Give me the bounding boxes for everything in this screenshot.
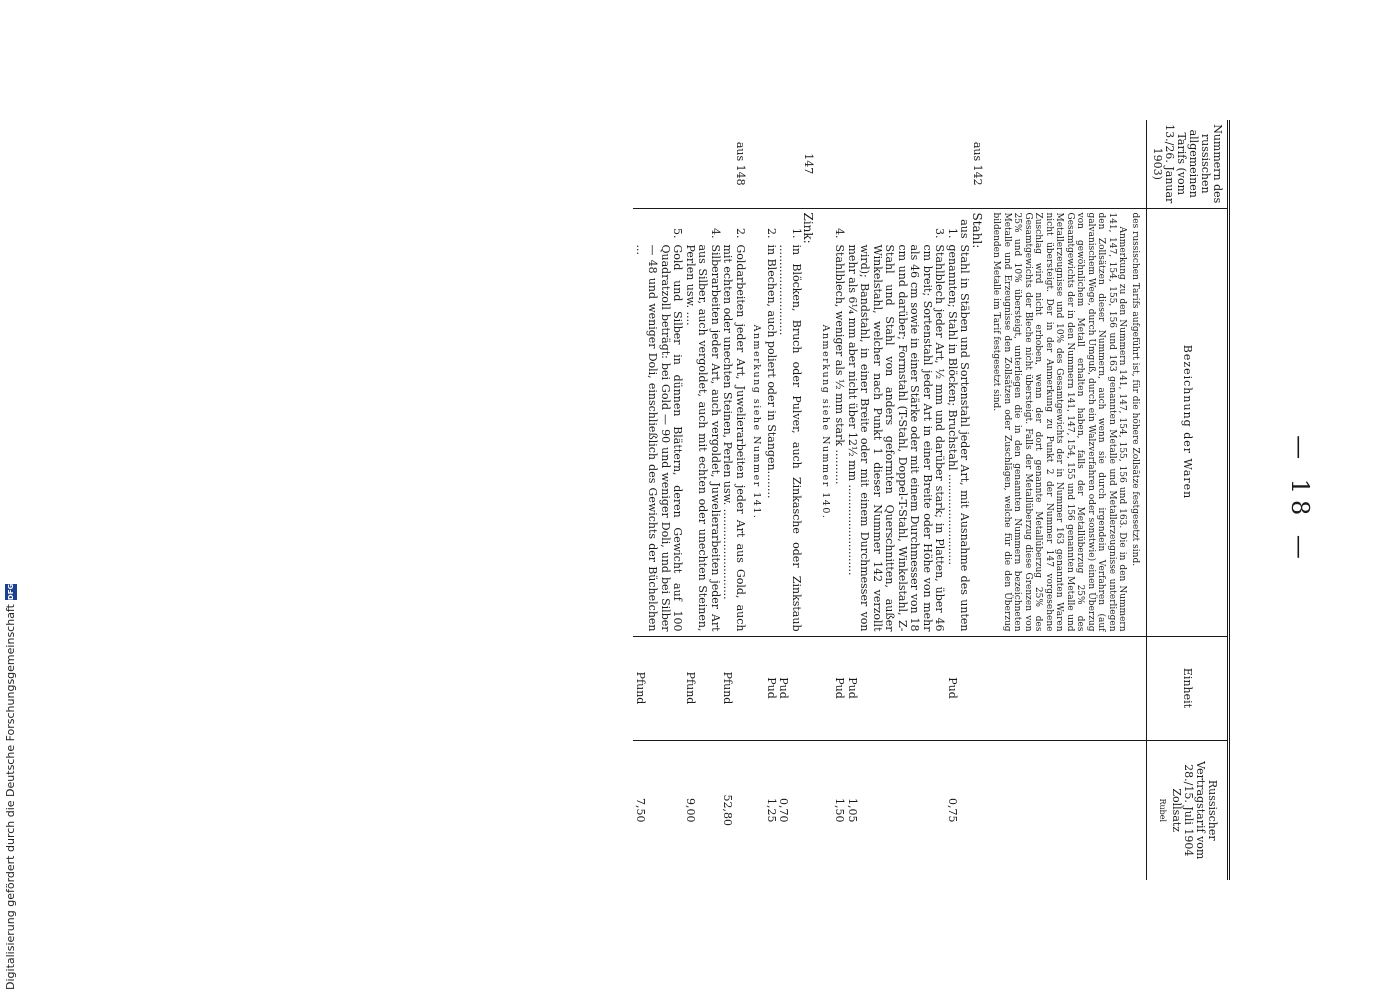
item-label: aus 1. <box>946 219 972 239</box>
item-text: in Blechen, auch poliert oder in Stangen........ <box>765 244 778 499</box>
intro-note-text: Anmerkung zu den Nummern 141, 147, 154, 155, 156 und 163. Die in den Nummern 141, 147, 154, 155, 156 und 163 genannten Metalle und Metallerzeugnisse unterliegen den Zollsätzen dieser Nummern, auch wenn sie durch irgendein Verfahren (auf galvanischem Wege, durch Umguß, durch ein Walzverfahren oder sonstwie) einen Überzug von gewöhnlichem Metall erhalten haben, falls der Metallüberzug 25% des Gesamtgewichts der in den Nummern 141, 147, 154, 155 und 156 genannten Metalle und Metallerzeugnisse und 10% des Gesamtgewichts der in Nummer 163 genannten Waren nicht übersteigt. Der in der Anmerkung zu Punkt 2 der Nummer 147 vorgesehene Zuschlag wird nicht erhoben, wenn der dort genannte Metallüberzug 25% des Gesamtgewichts der Bleche nicht übersteigt. Falls der Metallüberzug diese Grenzen von 25% und 10% übersteigt, unterliegen die in den genannten Nummern bezeichneten Metalle und Erzeugnisse den Zollsätzen oder Zuschlägen, welche für die den Überzug bildenden Metalle im Tarif festgesetzt sind. <box>991 212 1128 632</box>
item-rate: 7,50 <box>634 740 684 880</box>
item-unit: Pud <box>765 636 778 740</box>
item-unit: Pfund <box>634 636 684 740</box>
intro-row <box>983 120 1147 880</box>
item-unit: Pud <box>833 636 846 740</box>
item-text: Gold und Silber in dünnen Blättern, deren Gewicht auf 100 Quadratzoll beträgt: bei Gold — 90 und weniger Doli, und bei Silber — 48 und weniger Doli, einschließlich des Gewichts der Büchelchen ... <box>634 244 685 632</box>
table-row <box>634 120 684 880</box>
item-text: Stahlblech jeder Art, ½ mm und darüber stark; in Platten, über 46 cm breit; Sortenstahl jeder Art in einer Breite oder Höhe von mehr als 46 cm sowie in einer Stärke oder mit einem Durchmesser von 18 cm und darüber; Formstahl (T-Stahl, Doppel-T-Stahl, Winkelstahl, Z-Stahl und Stahl von anders geformten Querschnitten, außer Winkelstahl, welcher nach Punkt 1 dieser Nummer 142 verzollt wird); Bandstahl, in einer Breite oder mit einem Durchmesser von mehr als 6¼ mm aber nicht über 12½ mm .......................... <box>846 244 947 632</box>
item-rate: 0,75 <box>946 740 971 880</box>
item-label: 4. <box>709 228 722 239</box>
item-label: 3. <box>933 228 947 239</box>
header-rate <box>1147 740 1229 880</box>
item-unit: Pfund <box>721 636 746 740</box>
rotated-document <box>140 120 1314 880</box>
item-text: Silberarbeiten jeder Art, auch vergoldet, Juwelierarbeiten jeder Art aus Silber, auch vergoldet, auch mit echten oder unechten Steinen, Perlen usw. .... <box>684 244 722 632</box>
table-row <box>684 120 722 880</box>
section-title: Stahl: <box>970 212 984 249</box>
dfg-logo: DFG <box>6 583 15 601</box>
table-row <box>833 120 846 880</box>
item-unit: Pud <box>777 636 802 740</box>
table-row <box>777 120 802 880</box>
item-label: 2. <box>765 228 778 239</box>
item-rate: 0,70 <box>777 740 802 880</box>
note-row <box>815 120 834 880</box>
header-rate-label: Russischer Vertragstarif vom 28./15. Juli 1904 Zollsatz <box>1170 761 1219 860</box>
intro-carry-text: des russischen Tarifs aufgeführt ist, für die höhere Zollsätze festgesetzt sind. <box>1130 212 1140 567</box>
table-header-row <box>1147 120 1229 880</box>
item-label: 2. <box>734 228 747 239</box>
item-label: 1. <box>790 228 803 239</box>
section-row <box>971 120 984 880</box>
item-unit: Pud <box>846 636 946 740</box>
page-number: — 18 — <box>1286 435 1314 565</box>
section-note: Anmerkung siehe Nummer 141. <box>751 324 763 520</box>
section-note: Anmerkung siehe Nummer 140. <box>820 324 831 520</box>
item-rate: 52,80 <box>721 740 746 880</box>
table-row <box>946 120 971 880</box>
section-number: aus 148 <box>734 141 747 186</box>
item-label: 4. <box>833 228 847 239</box>
item-rate: 1,25 <box>765 740 778 880</box>
item-rate: 1,05 <box>846 740 946 880</box>
table-row <box>721 120 746 880</box>
item-unit: Pfund <box>684 636 722 740</box>
item-text: Goldarbeiten jeder Art, Juwelierarbeiten jeder Art aus Gold, auch mit echten oder unechten Steinen, Perlen usw. .......................... <box>721 244 747 632</box>
section-row <box>802 120 815 880</box>
table-row <box>846 120 946 880</box>
item-unit: Pud <box>946 636 971 740</box>
header-description: Bezeichnung der Waren <box>1147 208 1229 636</box>
section-number: aus 142 <box>971 141 984 186</box>
item-text: in Blöcken, Bruch oder Pulver, auch Zinkasche oder Zinkstaub .......................... <box>777 244 803 632</box>
item-rate: 9,00 <box>684 740 722 880</box>
table-row <box>765 120 778 880</box>
item-label: 5. <box>671 228 685 239</box>
note-row <box>746 120 765 880</box>
item-text: Stahl in Stäben und Sortenstahl jeder Art, mit Ausnahme des unten genannten; Stahl in Blöcken; Bruchstahl .......................... <box>946 244 972 632</box>
tariff-table <box>634 120 1231 880</box>
item-rate: 1,50 <box>833 740 846 880</box>
header-rate-sub: Rubel <box>1158 798 1167 823</box>
digitization-credit <box>4 583 17 990</box>
section-title: Zink: <box>801 212 816 244</box>
header-unit: Einheit <box>1147 636 1229 740</box>
item-text: Stahlblech, weniger als ½ mm stark .......... <box>833 244 847 485</box>
header-number: Nummern des russischen allgemeinen Tarifs (vom 13./26. Januar 1903) <box>1147 120 1229 208</box>
credit-text: Digitalisierung gefördert durch die Deutsche Forschungsgemeinschaft <box>4 604 17 990</box>
section-number: 147 <box>802 153 816 175</box>
